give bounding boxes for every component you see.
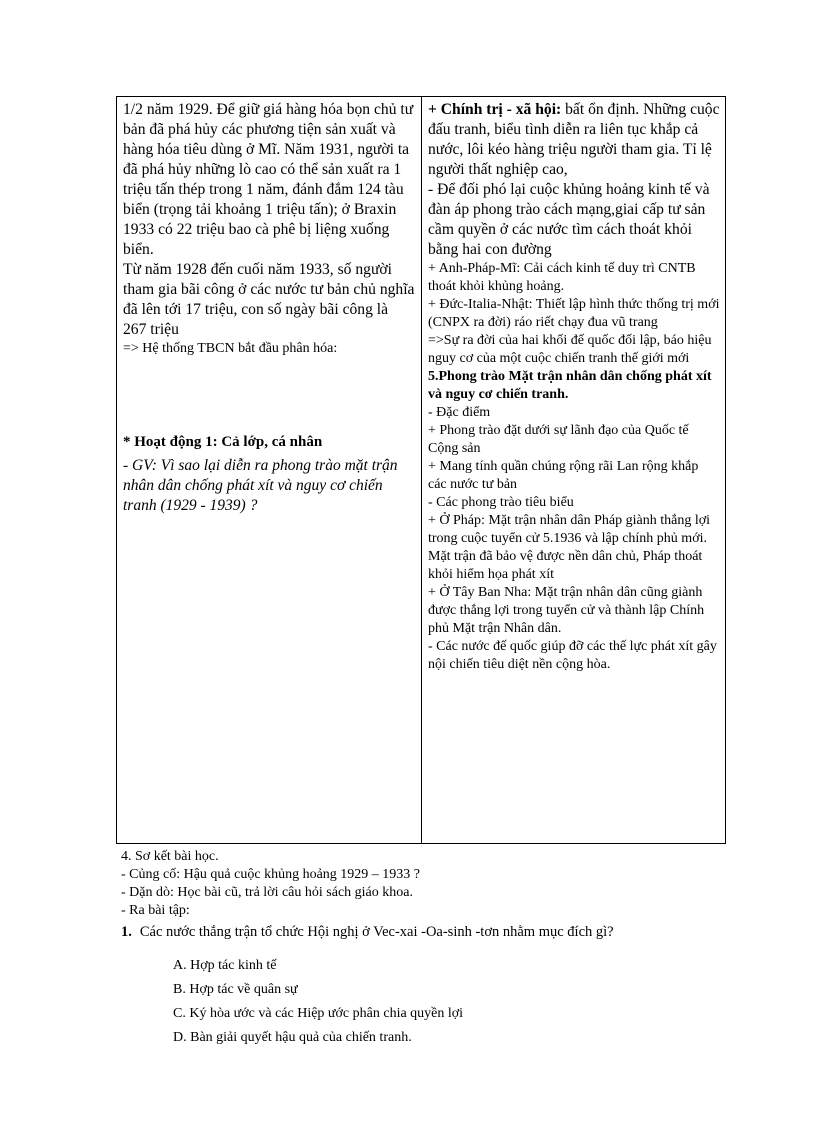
column-divider xyxy=(421,97,422,843)
lesson-table xyxy=(116,96,726,844)
phap-paragraph: + Ở Pháp: Mặt trận nhân dân Pháp giành thắng lợi trong cuộc tuyển cử 5.1936 và lập chính phủ mới. Mặt trận đã bảo vệ được nền dân chủ, Pháp thoát khỏi hiểm họa phát xít xyxy=(428,513,711,582)
politics-label: + Chính trị - xã hội: xyxy=(428,101,562,118)
question-text: Các nước thắng trận tổ chức Hội nghị ở Vec-xai -Oa-sinh -tơn nhằm mục đích gì? xyxy=(139,924,614,940)
lesson-summary xyxy=(121,848,761,1047)
tay-ban-nha-paragraph: + Ở Tây Ban Nha: Mặt trận nhân dân cũng giành được thắng lợi trong tuyển cử và thành lập Chính phủ Mặt trận Nhân dân. xyxy=(428,585,705,636)
summary-line-4: - Ra bài tập: xyxy=(121,903,190,918)
activity-heading: * Hoạt động 1: Cả lớp, cá nhân xyxy=(123,434,323,450)
answer-option-c: C. Ký hòa ước và các Hiệp ước phân chia quyền lợi xyxy=(173,1005,464,1021)
question-number: 1. xyxy=(121,924,132,940)
summary-line-3: - Dặn dò: Học bài cũ, trả lời câu hỏi sách giáo khoa. xyxy=(121,885,413,900)
response-paragraph: - Để đối phó lại cuộc khủng hoảng kinh tế và đàn áp phong trào cách mạng,giai cấp tư sản cầm quyền ở các nước tìm cách thoát khỏi bằng hai con đường xyxy=(428,181,710,258)
right-column xyxy=(428,100,720,674)
answer-option-b: B. Hợp tác về quân sự xyxy=(173,981,298,997)
left-paragraph-2: Từ năm 1928 đến cuối năm 1933, số người tham gia bãi công ở các nước tư bản chủ nghĩa đã lên tới 17 triệu, con số ngày bãi công là 267 triệu xyxy=(123,261,415,338)
summary-line-1: 4. Sơ kết bài học. xyxy=(121,849,219,864)
answer-option-a: A. Hợp tác kinh tế xyxy=(173,957,277,973)
duc-italia-nhat-paragraph: + Đức-Italia-Nhật: Thiết lập hình thức thống trị mới (CNPX ra đời) ráo riết chạy đua vũ trang xyxy=(428,297,720,330)
left-paragraph-3: => Hệ thống TBCN bắt đầu phân hóa: xyxy=(123,341,338,356)
left-paragraph-1: 1/2 năm 1929. Để giữ giá hàng hóa bọn chủ tư bản đã phá hủy các phương tiện sản xuất và hàng hóa tiêu dùng ở Mĩ. Năm 1931, người ta đã phá hủy những lò cao có thể sản xuất ra 1 triệu tấn thép trong 1 năm, đánh đắm 124 tàu biển (trọng tải khoảng 1 triệu tấn); ở Braxin 1933 có 22 triệu bao cà phê bị liệng xuống biển. xyxy=(123,101,414,258)
tieu-bieu: - Các phong trào tiêu biểu xyxy=(428,495,574,510)
left-column xyxy=(123,100,415,516)
result-paragraph: =>Sự ra đời của hai khối đế quốc đối lập, báo hiệu nguy cơ của một cuộc chiến tranh thế giới mới xyxy=(428,333,712,366)
question-1 xyxy=(121,922,761,942)
section-5-heading: 5.Phong trào Mặt trận nhân dân chống phát xít và nguy cơ chiến tranh. xyxy=(428,369,712,402)
lanh-dao-paragraph: + Phong trào đặt dưới sự lãnh đạo của Quốc tế Cộng sản xyxy=(428,423,689,456)
quan-chung-paragraph: + Mang tính quần chúng rộng rãi Lan rộng khắp các nước tư bản xyxy=(428,459,699,492)
anh-phap-mi-paragraph: + Anh-Pháp-Mĩ: Cải cách kinh tế duy trì CNTB thoát khỏi khủng hoảng. xyxy=(428,261,696,294)
dac-diem: - Đặc điểm xyxy=(428,405,491,420)
politics-paragraph xyxy=(428,100,720,180)
noi-chien-paragraph: - Các nước đế quốc giúp đỡ các thế lực phát xít gây nội chiến tiêu diệt nền cộng hòa. xyxy=(428,639,717,672)
summary-line-2: - Củng cố: Hậu quả cuộc khủng hoảng 1929 – 1933 ? xyxy=(121,867,420,882)
politics-text: bất ổn định. Những cuộc đấu tranh, biểu tình diễn ra liên tục khắp cả nước, lôi kéo hàng triệu người tham gia. Tỉ lệ người thất nghiệp cao, xyxy=(428,101,720,178)
gv-question: - GV: Vì sao lại diễn ra phong trào mặt trận nhân dân chống phát xít và nguy cơ chiến tranh (1929 - 1939) ? xyxy=(123,457,398,514)
answer-option-d: D. Bàn giải quyết hậu quả của chiến tranh. xyxy=(173,1029,412,1045)
